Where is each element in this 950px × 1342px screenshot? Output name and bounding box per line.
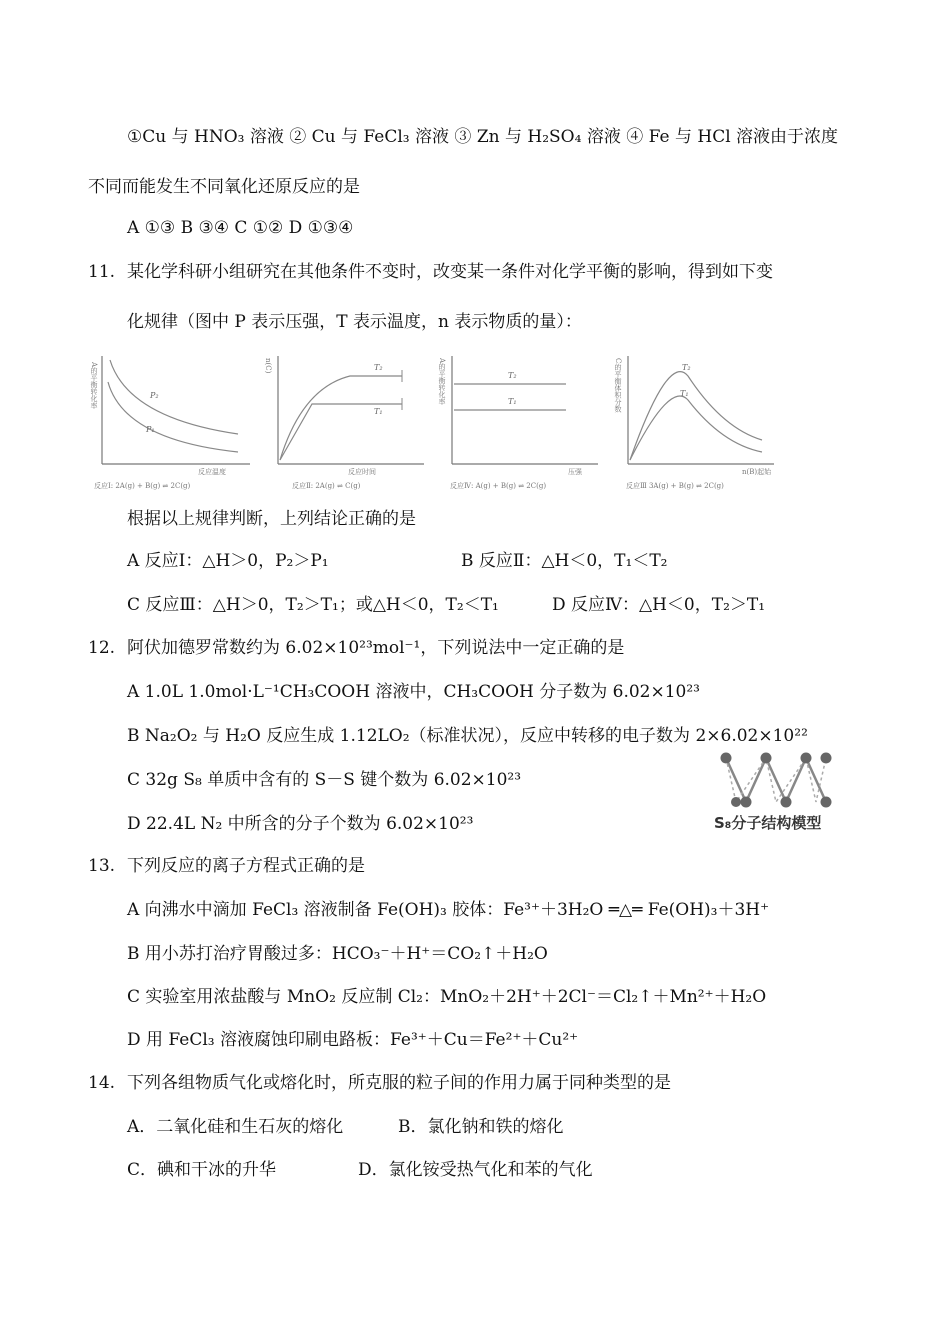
q11-option-b: B 反应Ⅱ：△H＜0，T₁＜T₂ (461, 551, 668, 571)
chart1-curve2-label: P₁ (146, 425, 155, 434)
chart2-curve2-label: T₁ (374, 407, 383, 416)
q10-options: A ①③ B ③④ C ①② D ①③④ (127, 218, 354, 238)
q14-option-d: D．氯化铵受热气化和苯的气化 (358, 1160, 593, 1180)
chart3-xlabel: 压强 (568, 468, 582, 476)
q13-option-c: C 实验室用浓盐酸与 MnO₂ 反应制 Cl₂：MnO₂＋2H⁺＋2Cl⁻＝Cl₂↑＋Mn²⁺＋H₂O (127, 987, 767, 1007)
q11-option-d: D 反应Ⅳ：△H＜0，T₂＞T₁ (552, 595, 766, 615)
q13-number: 13. (88, 856, 116, 876)
q11-stem2: 化规律（图中 P 表示压强，T 表示温度，n 表示物质的量）： (127, 312, 582, 332)
chart-reaction-3 (612, 348, 782, 490)
q11-option-a: A 反应Ⅰ：△H＞0，P₂＞P₁ (127, 551, 329, 571)
q14-option-c: C．碘和干冰的升华 (127, 1160, 277, 1180)
q12-stem: 阿伏加德罗常数约为 6.02×10²³mol⁻¹，下列说法中一定正确的是 (127, 638, 625, 658)
chart-reaction-4 (436, 348, 606, 490)
chart4-caption: 反应Ⅲ 3A(g) + B(g) ⇌ 2C(g) (626, 482, 724, 490)
q14-option-a: A．二氧化硅和生石灰的熔化 (127, 1117, 344, 1137)
q14-number: 14. (88, 1073, 116, 1093)
q13-option-b: B 用小苏打治疗胃酸过多：HCO₃⁻＋H⁺＝CO₂↑＋H₂O (127, 944, 548, 964)
q13-option-a: A 向沸水中滴加 FeCl₃ 溶液制备 Fe(OH)₃ 胶体：Fe³⁺＋3H₂O ═△═ Fe(OH)₃＋3H⁺ (127, 900, 770, 920)
q11-option-c: C 反应Ⅲ：△H＞0，T₂＞T₁；或△H＜0，T₂＜T₁ (127, 595, 499, 615)
chart2-xlabel: 反应时间 (348, 468, 376, 476)
chart1-xlabel: 反应温度 (198, 468, 226, 476)
s8-molecule-model (712, 752, 842, 838)
q12-option-c: C 32g S₈ 单质中含有的 S－S 键个数为 6.02×10²³ (127, 770, 522, 790)
chart3-curve2-label: T₁ (508, 397, 517, 406)
chart1-curve1-label: P₂ (150, 391, 159, 400)
chart2-ylabel: n(C) (264, 358, 272, 374)
chart2-caption: 反应Ⅱ: 2A(g) ⇌ C(g) (292, 482, 361, 490)
q11-number: 11. (88, 262, 116, 282)
q11-stem3: 根据以上规律判断，上列结论正确的是 (127, 509, 416, 529)
q11-stem1: 某化学科研小组研究在其他条件不变时，改变某一条件对化学平衡的影响，得到如下变 (127, 262, 773, 282)
q14-stem: 下列各组物质气化或熔化时，所克服的粒子间的作用力属于同种类型的是 (127, 1073, 671, 1093)
q13-option-d: D 用 FeCl₃ 溶液腐蚀印刷电路板：Fe³⁺＋Cu＝Fe²⁺＋Cu²⁺ (127, 1030, 579, 1050)
chart1-ylabel: A的平衡转化率 (90, 362, 98, 410)
chart3-curve1-label: T₂ (508, 371, 517, 380)
q12-option-b: B Na₂O₂ 与 H₂O 反应生成 1.12LO₂（标准状况），反应中转移的电子数为 2×6.02×10²² (127, 726, 808, 746)
q14-option-b: B．氯化钠和铁的熔化 (398, 1117, 564, 1137)
q12-option-a: A 1.0L 1.0mol·L⁻¹CH₃COOH 溶液中，CH₃COOH 分子数为 6.02×10²³ (127, 682, 700, 702)
chart3-ylabel: A的平衡转化率 (438, 358, 446, 406)
chart4-curve1-label: T₂ (682, 363, 691, 372)
chart2-curve1-label: T₂ (374, 363, 383, 372)
s8-model-caption: S₈分子结构模型 (714, 814, 822, 832)
chart4-ylabel: C的平衡体积分数 (614, 358, 622, 413)
chart-reaction-1 (88, 348, 258, 490)
q13-stem: 下列反应的离子方程式正确的是 (127, 856, 365, 876)
q10-line2: 不同而能发生不同氧化还原反应的是 (88, 177, 360, 197)
chart4-xlabel: n(B)起始 (742, 468, 772, 476)
q12-option-d: D 22.4L N₂ 中所含的分子个数为 6.02×10²³ (127, 814, 474, 834)
chart3-caption: 反应Ⅳ: A(g) + B(g) ⇌ 2C(g) (450, 482, 547, 490)
chart-reaction-2 (262, 348, 432, 490)
q12-number: 12. (88, 638, 116, 658)
chart4-curve2-label: T₁ (680, 389, 689, 398)
chart1-caption: 反应Ⅰ: 2A(g) + B(g) ⇌ 2C(g) (94, 482, 191, 490)
q10-line1: ①Cu 与 HNO₃ 溶液 ② Cu 与 FeCl₃ 溶液 ③ Zn 与 H₂SO₄ 溶液 ④ Fe 与 HCl 溶液由于浓度 (127, 127, 839, 147)
